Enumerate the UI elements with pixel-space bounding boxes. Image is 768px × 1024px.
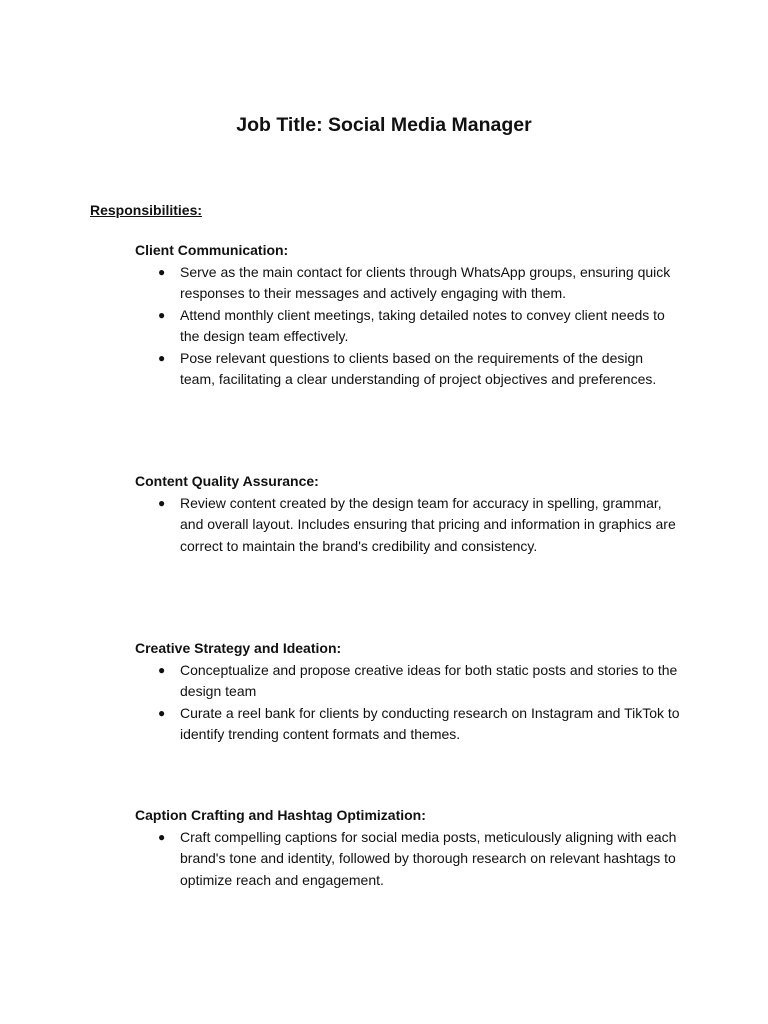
bullet-icon: ● xyxy=(158,264,166,279)
page-title: Job Title: Social Media Manager xyxy=(236,114,532,136)
bullet-icon: ● xyxy=(158,829,166,844)
bullet-list xyxy=(135,262,695,391)
section-client-communication xyxy=(135,240,695,391)
section-content-quality-assurance xyxy=(135,471,695,557)
list-item xyxy=(135,660,680,703)
list-item xyxy=(135,305,680,348)
section-caption-crafting xyxy=(135,805,695,891)
bullet-icon: ● xyxy=(158,495,166,510)
list-item xyxy=(135,262,680,305)
list-item-text: Pose relevant questions to clients based on the requirements of the design team, facilitating a clear understanding of project objectives and preferences. xyxy=(180,349,657,387)
bullet-icon: ● xyxy=(158,350,166,365)
bullet-list xyxy=(135,660,695,746)
list-item-text: Conceptualize and propose creative ideas for both static posts and stories to the design team xyxy=(180,661,678,699)
bullet-icon: ● xyxy=(158,307,166,322)
bullet-icon: ● xyxy=(158,662,166,677)
list-item xyxy=(135,493,680,558)
section-heading: Caption Crafting and Hashtag Optimization: xyxy=(135,807,426,823)
bullet-icon: ● xyxy=(158,705,166,720)
list-item xyxy=(135,703,680,746)
list-item xyxy=(135,348,680,391)
list-item-text: Curate a reel bank for clients by conducting research on Instagram and TikTok to identify trending content formats and themes. xyxy=(180,704,680,742)
bullet-list xyxy=(135,493,695,558)
list-item-text: Craft compelling captions for social media posts, meticulously aligning with each brand's tone and identity, followed by thorough research on relevant hashtags to optimize reach and engagement. xyxy=(180,828,677,888)
section-heading: Client Communication: xyxy=(135,242,289,258)
list-item xyxy=(135,827,680,892)
section-creative-strategy xyxy=(135,638,695,746)
section-heading: Creative Strategy and Ideation: xyxy=(135,640,342,656)
responsibilities-heading: Responsibilities: xyxy=(90,202,203,218)
bullet-list xyxy=(135,827,695,892)
list-item-text: Serve as the main contact for clients through WhatsApp groups, ensuring quick responses to their messages and actively engaging with them. xyxy=(180,263,671,301)
section-heading: Content Quality Assurance: xyxy=(135,473,319,489)
list-item-text: Review content created by the design team for accuracy in spelling, grammar, and overall layout. Includes ensuring that pricing and information in graphics are correct to maintain the brand's credibility and consistency. xyxy=(180,494,676,554)
list-item-text: Attend monthly client meetings, taking detailed notes to convey client needs to the design team effectively. xyxy=(180,306,665,344)
